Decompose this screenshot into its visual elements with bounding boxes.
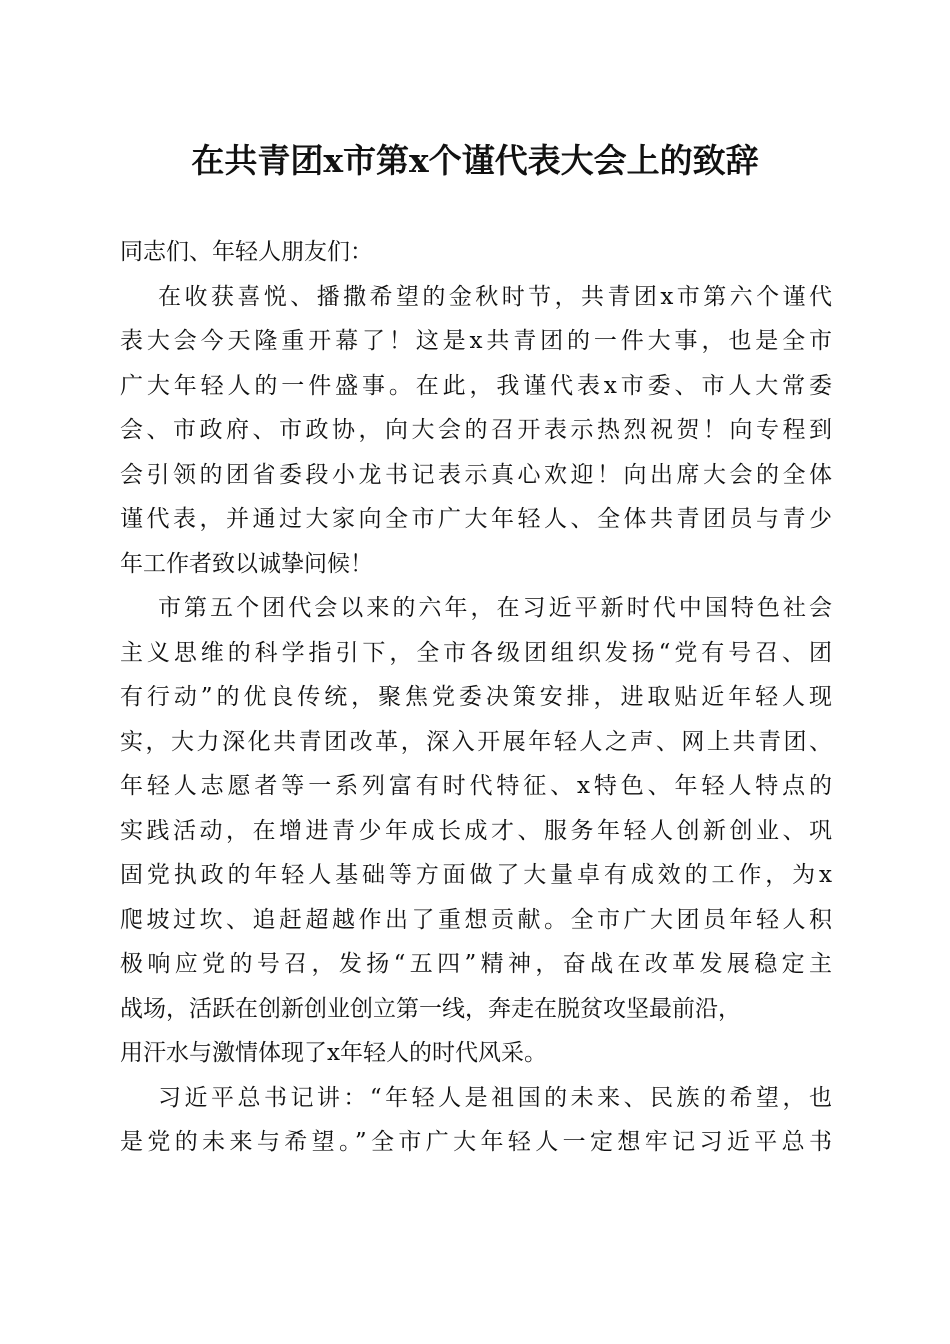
paragraph-line: 实，大力深化共青团改革，深入开展年轻人之声、网上共青团、 [120,728,832,755]
paragraph-line: 战场，活跃在创新创业创立第一线，奔走在脱贫攻坚最前沿， [120,995,741,1022]
paragraph-line: 主义思维的科学指引下，全市各级团组织发扬“党有号召、团 [120,639,832,666]
greeting: 同志们、年轻人朋友们： [120,239,373,265]
paragraph-line: 年轻人志愿者等一系列富有时代特征、x特色、年轻人特点的 [120,773,832,799]
paragraph-line: 爬坡过坎、追赶超越作出了重想贡献。全市广大团员年轻人积 [120,906,832,933]
paragraph-line: 极响应党的号召，发扬“五四”精神，奋战在改革发展稳定主 [120,951,832,977]
paragraph-line: 固党执政的年轻人基础等方面做了大量卓有成效的工作，为x [120,862,832,888]
paragraph-line: 表大会今天隆重开幕了！这是x共青团的一件大事，也是全市 [120,328,832,354]
paragraph-line: 是党的未来与希望。”全市广大年轻人一定想牢记习近平总书 [120,1129,832,1155]
paragraph-line: 会、市政府、市政协，向大会的召开表示热烈祝贺！向专程到 [120,417,832,443]
paragraph-line: 用汗水与激情体现了x年轻人的时代风采。 [120,1040,547,1066]
paragraph-line: 年工作者致以诚挚问候！ [120,550,373,577]
paragraph-line: 谨代表，并通过大家向全市广大年轻人、全体共青团员与青少 [120,506,832,532]
paragraph-line: 在收获喜悦、播撒希望的金秋时节，共青团x市第六个谨代 [158,283,832,310]
document-title: 在共青团x市第x个谨代表大会上的致辞 [191,141,759,180]
paragraph-line: 广大年轻人的一件盛事。在此，我谨代表x市委、市人大常委 [120,372,832,399]
paragraph-line: 会引领的团省委段小龙书记表示真心欢迎！向出席大会的全体 [120,461,832,488]
paragraph-line: 实践活动，在增进青少年成长成才、服务年轻人创新创业、巩 [120,817,832,844]
paragraph-line: 有行动”的优良传统，聚焦党委决策安排，进取贴近年轻人现 [120,684,832,710]
document-body [120,230,832,1165]
paragraph-line: 市第五个团代会以来的六年，在习近平新时代中国特色社会 [158,595,832,621]
paragraph-line: 习近平总书记讲：“年轻人是祖国的未来、民族的希望，也 [158,1084,832,1111]
